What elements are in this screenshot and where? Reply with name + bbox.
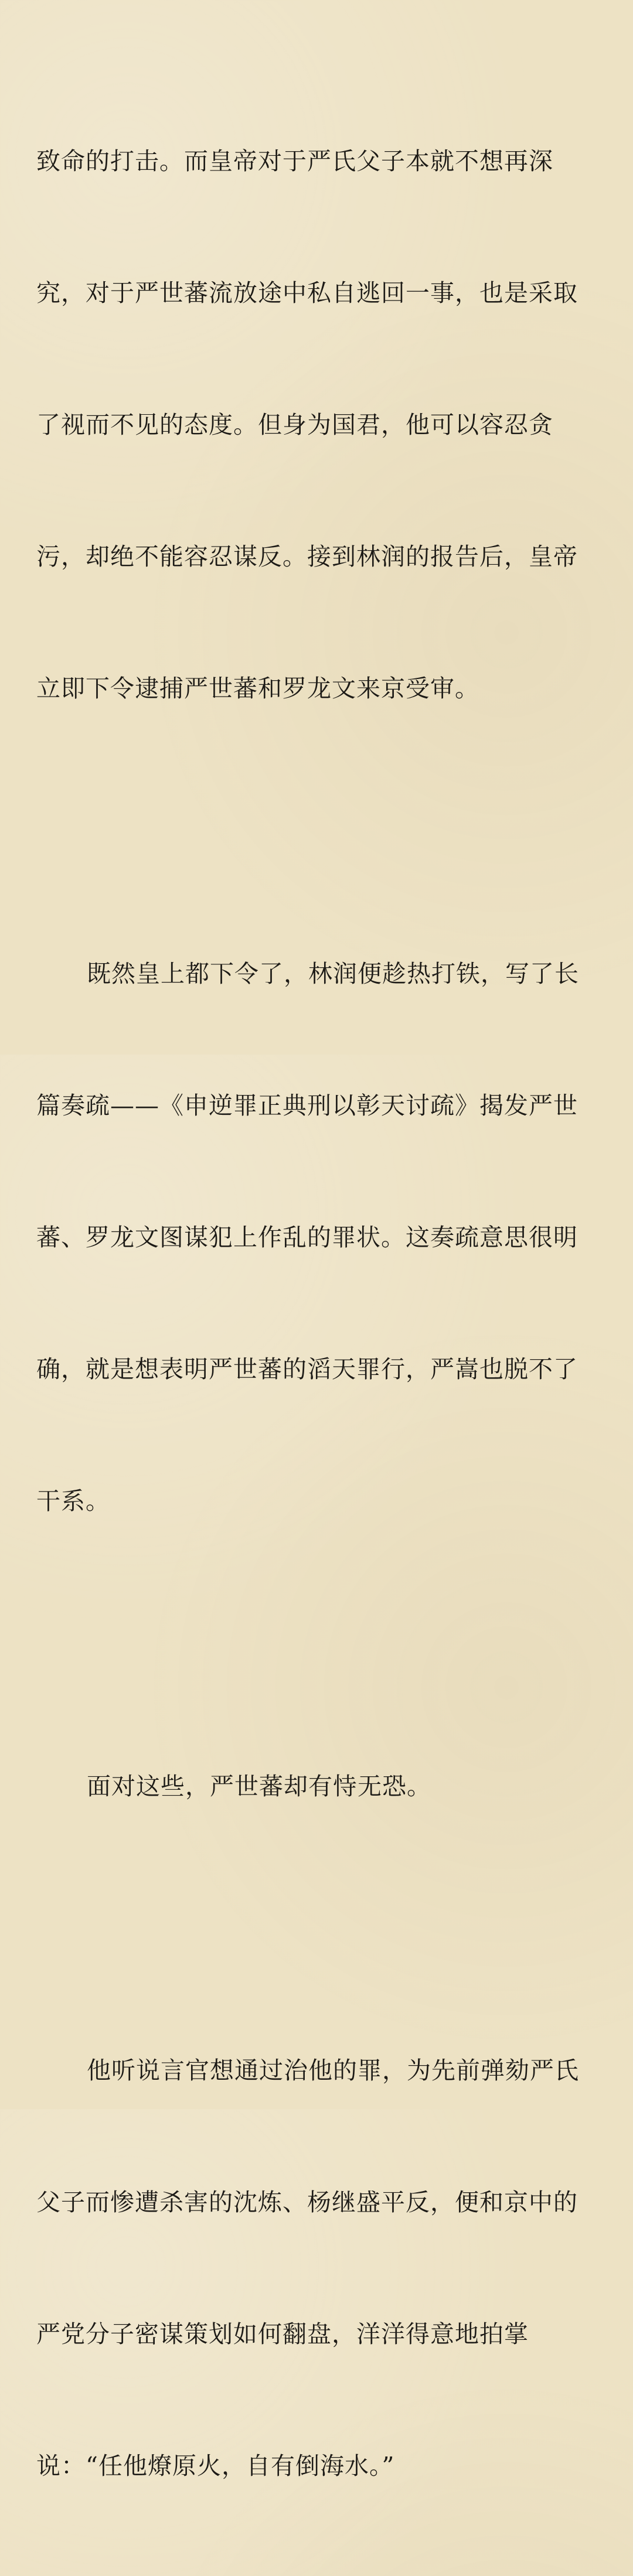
text-line: 面对这些，严世蕃却有恃无恐。 [87, 1772, 431, 1800]
paragraph-3 [36, 1677, 597, 1896]
text-line: 既然皇上都下令了，林润便趁热打铁，写了长 [87, 960, 579, 988]
text-line: 污，却绝不能容忍谋反。接到林润的报告后，皇帝 [36, 543, 578, 571]
text-line: 立即下令逮捕严世蕃和罗龙文来京受审。 [36, 674, 479, 702]
text-line: 父子而惨遭杀害的沈炼、杨继盛平反，便和京中的 [36, 2188, 578, 2216]
text-line: 干系。 [36, 1487, 110, 1515]
paragraph-2 [36, 864, 597, 1611]
text-line: 篇奏疏——《申逆罪正典刑以彰天讨疏》揭发严世 [36, 1091, 578, 1120]
text-line: 蕃、罗龙文图谋犯上作乱的罪状。这奏疏意思很明 [36, 1223, 578, 1251]
text-line: 他听说言官想通过治他的罪，为先前弹劾严氏 [87, 2056, 579, 2084]
text-line: 致命的打击。而皇帝对于严氏父子本就不想再深 [36, 147, 553, 175]
text-line: 严党分子密谋策划如何翻盘，洋洋得意地拍掌 [36, 2320, 529, 2348]
text-line: 说：“任他燎原火，自有倒海水。” [36, 2452, 395, 2480]
text-line: 究，对于严世蕃流放途中私自逃回一事，也是采取 [36, 279, 578, 307]
paragraph-4 [36, 1961, 597, 2576]
text-line: 了视而不见的态度。但身为国君，他可以容忍贪 [36, 411, 553, 439]
text-line: 确，就是想表明严世蕃的滔天罪行，严嵩也脱不了 [36, 1355, 578, 1383]
paragraph-1 [36, 52, 597, 799]
